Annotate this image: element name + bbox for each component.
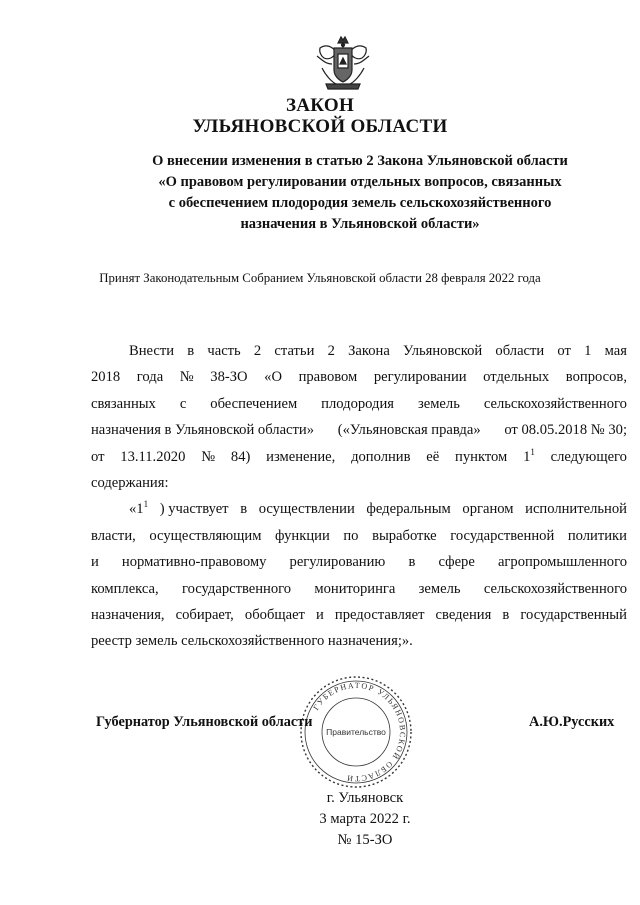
word: отдельных [483,369,550,386]
city: г. Ульяновск [326,790,404,806]
word: в [502,607,510,624]
word: часть [207,343,241,359]
law-region: УЛЬЯНОВСКОЙ ОБЛАСТИ [192,116,448,137]
word: Ульяновской [403,343,483,359]
law-title: ЗАКОН [285,95,355,116]
word: в [187,343,195,359]
word: сфере [438,554,475,571]
signatory-position: Губернатор Ульяновской области [96,714,313,730]
law-subject [100,151,620,235]
word: в [408,554,416,571]
word: («Ульяновская правда» [337,422,481,439]
word: № [201,448,216,465]
word: земель [417,395,460,412]
justified-line [91,364,627,390]
justified-line [91,338,627,364]
word: вопросов, [565,369,627,386]
word: государственный [520,607,627,624]
word: государственной [450,527,555,544]
word: 13.11.2020 [120,448,186,465]
seal-center-text: Правительство [326,727,386,737]
new-point-number [129,496,148,522]
seal-ring-text: ГУБЕРНАТОР УЛЬЯНОВСКОЙ ОБЛАСТИ [311,680,408,784]
word: связанных [91,395,156,412]
word: с [179,395,187,412]
word: и [91,554,99,571]
word: в [240,501,248,518]
word: политики [567,527,627,544]
word: от 08.05.2018 № 30; [504,422,627,439]
word: от [91,448,105,465]
word: 1 [584,343,592,359]
word: исполнительной [525,501,627,518]
word: обеспечением [210,395,298,412]
word: от [557,343,571,359]
point-number [523,444,535,470]
word: комплекса, [91,580,159,597]
justified-line [91,602,627,628]
word: правовом [298,369,358,386]
word: осуществляющим [149,527,262,544]
word: 38-ЗО [210,369,248,386]
point-number-main: 1 [523,448,531,465]
enactment-details [310,788,420,851]
word: сельскохозяйственного [483,395,627,412]
law-body [91,338,627,655]
word: 2 [327,343,335,359]
word: № [179,369,194,386]
amendment-line [91,444,627,470]
word: Закона [348,343,390,359]
word: её [426,448,440,465]
word: регулировании [373,369,467,386]
signatory-name: А.Ю.Русских [529,714,615,730]
word: выработке [372,527,437,544]
word: ) участвует [159,501,229,518]
new-point-sup: 1 [143,499,149,510]
word: земель [418,580,461,597]
word: сельскохозяйственного [483,580,627,597]
word: и [316,607,324,624]
word: назначения, [91,607,165,624]
word: по [343,527,359,544]
subject-line: назначения в Ульяновской области» [240,216,480,232]
word: 2018 [91,369,121,386]
official-seal [298,674,414,790]
coat-of-arms-icon [312,34,374,92]
word: 2 [253,343,262,359]
new-point-line [91,496,627,522]
word: сведения [435,607,492,624]
paragraph-end-line: содержания: [91,475,169,492]
word: года [136,369,164,386]
amendment-tail: следующего [550,448,627,465]
subject-line: «О правовом регулировании отдельных вопросов, связанных [158,174,562,190]
word: изменение, [266,448,336,465]
word: «О [264,369,282,386]
word: дополнив [351,448,411,465]
justified-line [91,549,627,575]
word: плодородия [321,395,394,412]
word: мониторинга [314,580,396,597]
justified-line [91,391,627,417]
word: обобщает [244,607,305,624]
word: функции [275,527,330,544]
paragraph-end-line: реестр земель сельскохозяйственного назначения;». [91,633,413,650]
justified-line [91,523,627,549]
law-number: № 15-ЗО [337,832,393,848]
word: области [495,343,545,359]
word: государственного [181,580,292,597]
justified-line [91,576,627,602]
word: Внести [129,343,175,359]
word: мая [604,343,627,359]
word: собирает, [175,607,234,624]
word: 84) [230,448,251,465]
word: осуществлении [258,501,355,518]
word: регулированию [289,554,386,571]
point-number-sup: 1 [530,446,535,457]
word: органом [462,501,514,518]
word: федеральным [366,501,451,518]
subject-line: О внесении изменения в статью 2 Закона Ульяновской области [152,153,568,169]
word: агропромышленного [497,554,627,571]
word: пунктом [455,448,508,465]
word: статьи [274,343,315,359]
justified-line [91,417,627,443]
subject-line: с обеспечением плодородия земель сельскохозяйственного [168,195,552,211]
adoption-statement: Принят Законодательным Собранием Ульяновской области 28 февраля 2022 года [99,271,541,285]
word: власти, [91,527,136,544]
word: назначения в Ульяновской области» [91,422,315,439]
word: предоставляет [334,607,425,624]
enactment-date: 3 марта 2022 г. [319,811,411,827]
new-point-open: «1 [129,501,144,518]
word: нормативно-правовому [121,554,267,571]
